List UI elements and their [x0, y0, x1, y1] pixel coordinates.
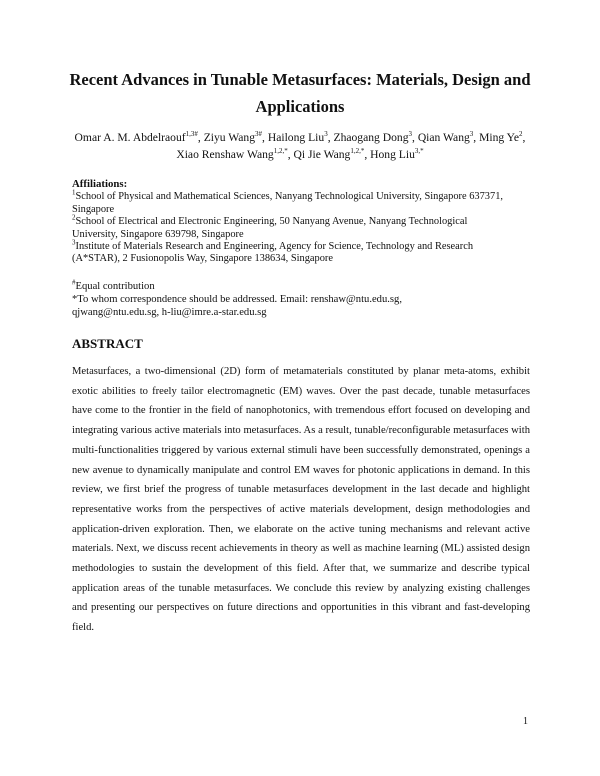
affiliations [72, 178, 532, 266]
author [204, 131, 262, 144]
author-notes [72, 280, 532, 320]
affiliations-heading: Affiliations: [72, 178, 128, 190]
author-name: Omar A. M. Abdelraouf [74, 131, 186, 144]
affiliation-text-cont: Singapore [72, 203, 115, 215]
author-name: Hong Liu [370, 147, 415, 161]
author-name: Ziyu Wang [203, 131, 256, 144]
author-affiliation-mark: 3# [255, 130, 263, 139]
author [370, 148, 424, 161]
author-affiliation-mark: 1,2,* [273, 146, 288, 155]
affiliation-text: Institute of Materials Research and Engineering, Agency for Science, Technology and Research [75, 241, 474, 253]
affiliation-text: School of Electrical and Electronic Engineering, 50 Nanyang Avenue, Nanyang Technological [75, 216, 468, 228]
correspondence-emails: qjwang@ntu.edu.sg, h-liu@imre.a-star.edu.sg [72, 307, 267, 319]
affiliation-3 [72, 238, 532, 266]
author [294, 148, 365, 161]
author-list: Omar A. M. Abdelraouf$^{1,3\#}$, Ziyu Wang$^{3\#}$, Hailong Liu$^3$, Zhaogang Dong$^3$, Qian Wang$^3$, Ming Ye$^2$, Xiao Renshaw Wang$^{1,2,*}$, Qi Jie Wang$^{1,2,*}$, Hong Liu$^{3,*}$ [74, 130, 526, 161]
affiliation-number: 3 [72, 238, 76, 247]
page-number: 1 [523, 716, 528, 727]
correspondence-note: *To whom correspondence should be addressed. Email: renshaw@ntu.edu.sg, [72, 294, 402, 306]
abstract-heading: ABSTRACT [72, 336, 143, 351]
author [176, 148, 287, 161]
author-affiliation-mark: 2 [519, 130, 523, 139]
author-affiliation-mark: 3 [408, 130, 413, 139]
author-affiliation-mark: 1,2,* [350, 146, 365, 155]
affiliation-text-cont: University, Singapore 639798, Singapore [72, 228, 244, 240]
author-affiliation-mark: 3,* [414, 146, 424, 155]
affiliation-number: 2 [72, 213, 76, 222]
author [479, 131, 522, 144]
affiliation-1 [72, 188, 532, 216]
author-affiliation-mark: 3 [469, 130, 474, 139]
author-name: Zhaogang Dong [333, 131, 409, 144]
author [75, 131, 198, 144]
author [418, 131, 473, 144]
author-affiliation-mark: 1,3# [185, 130, 198, 139]
author-name: Qi Jie Wang [293, 147, 351, 161]
affiliation-text-cont: (A*STAR), 2 Fusionopolis Way, Singapore 138634, Singapore [72, 253, 333, 265]
affiliation-number: 1 [72, 188, 76, 197]
author [268, 131, 328, 144]
affiliation-2 [72, 213, 532, 241]
author-name: Hailong Liu [267, 131, 325, 144]
author-name: Ming Ye [479, 131, 520, 144]
author [333, 131, 412, 144]
author-affiliation-mark: 3 [324, 130, 328, 139]
author-name: Xiao Renshaw Wang [176, 147, 274, 161]
abstract-text: Metasurfaces, a two-dimensional (2D) form of metamaterials constituted by planar meta-atoms, exhibit exotic abilities to freely tailor electromagnetic (EM) waves. Over the past decade, tunable metasurfaces have come to the frontier in the field of nanophotonics, with tremendous effort focused on developing and integrating various active materials into metasurfaces. As a result, tunable/reconfigurable metasurfaces with multi-functionalities triggered by various external stimuli have been successfully demonstrated, openings a new avenue to dynamically manipulate and control EM waves for photonic applications in demand. In this review, we first brief the progress of tunable metasurfaces development in the last decade and highlight representative works from the perspectives of active materials development, design methodologies and application-driven exploration. Then, we elaborate on the active tuning mechanisms and relevant active materials. Next, we discuss recent achievements in theory as well as machine learning (ML) assisted design methodologies to sustain the development of this field. After that, we summarize and describe typical application areas of the tunable metasurfaces. We conclude this review by analyzing existing challenges and presenting our perspectives on future directions and opportunities in this vibrant and fast-developing field. [72, 366, 530, 634]
affiliation-text: School of Physical and Mathematical Sciences, Nanyang Technological University, Singapore 637371, [75, 191, 503, 203]
paper-title: Recent Advances in Tunable Metasurfaces: Materials, Design and Applications [69, 70, 531, 116]
equal-mark: # [72, 278, 76, 287]
equal-contribution-note: Equal contribution [75, 281, 155, 292]
author-name: Qian Wang [417, 131, 470, 144]
